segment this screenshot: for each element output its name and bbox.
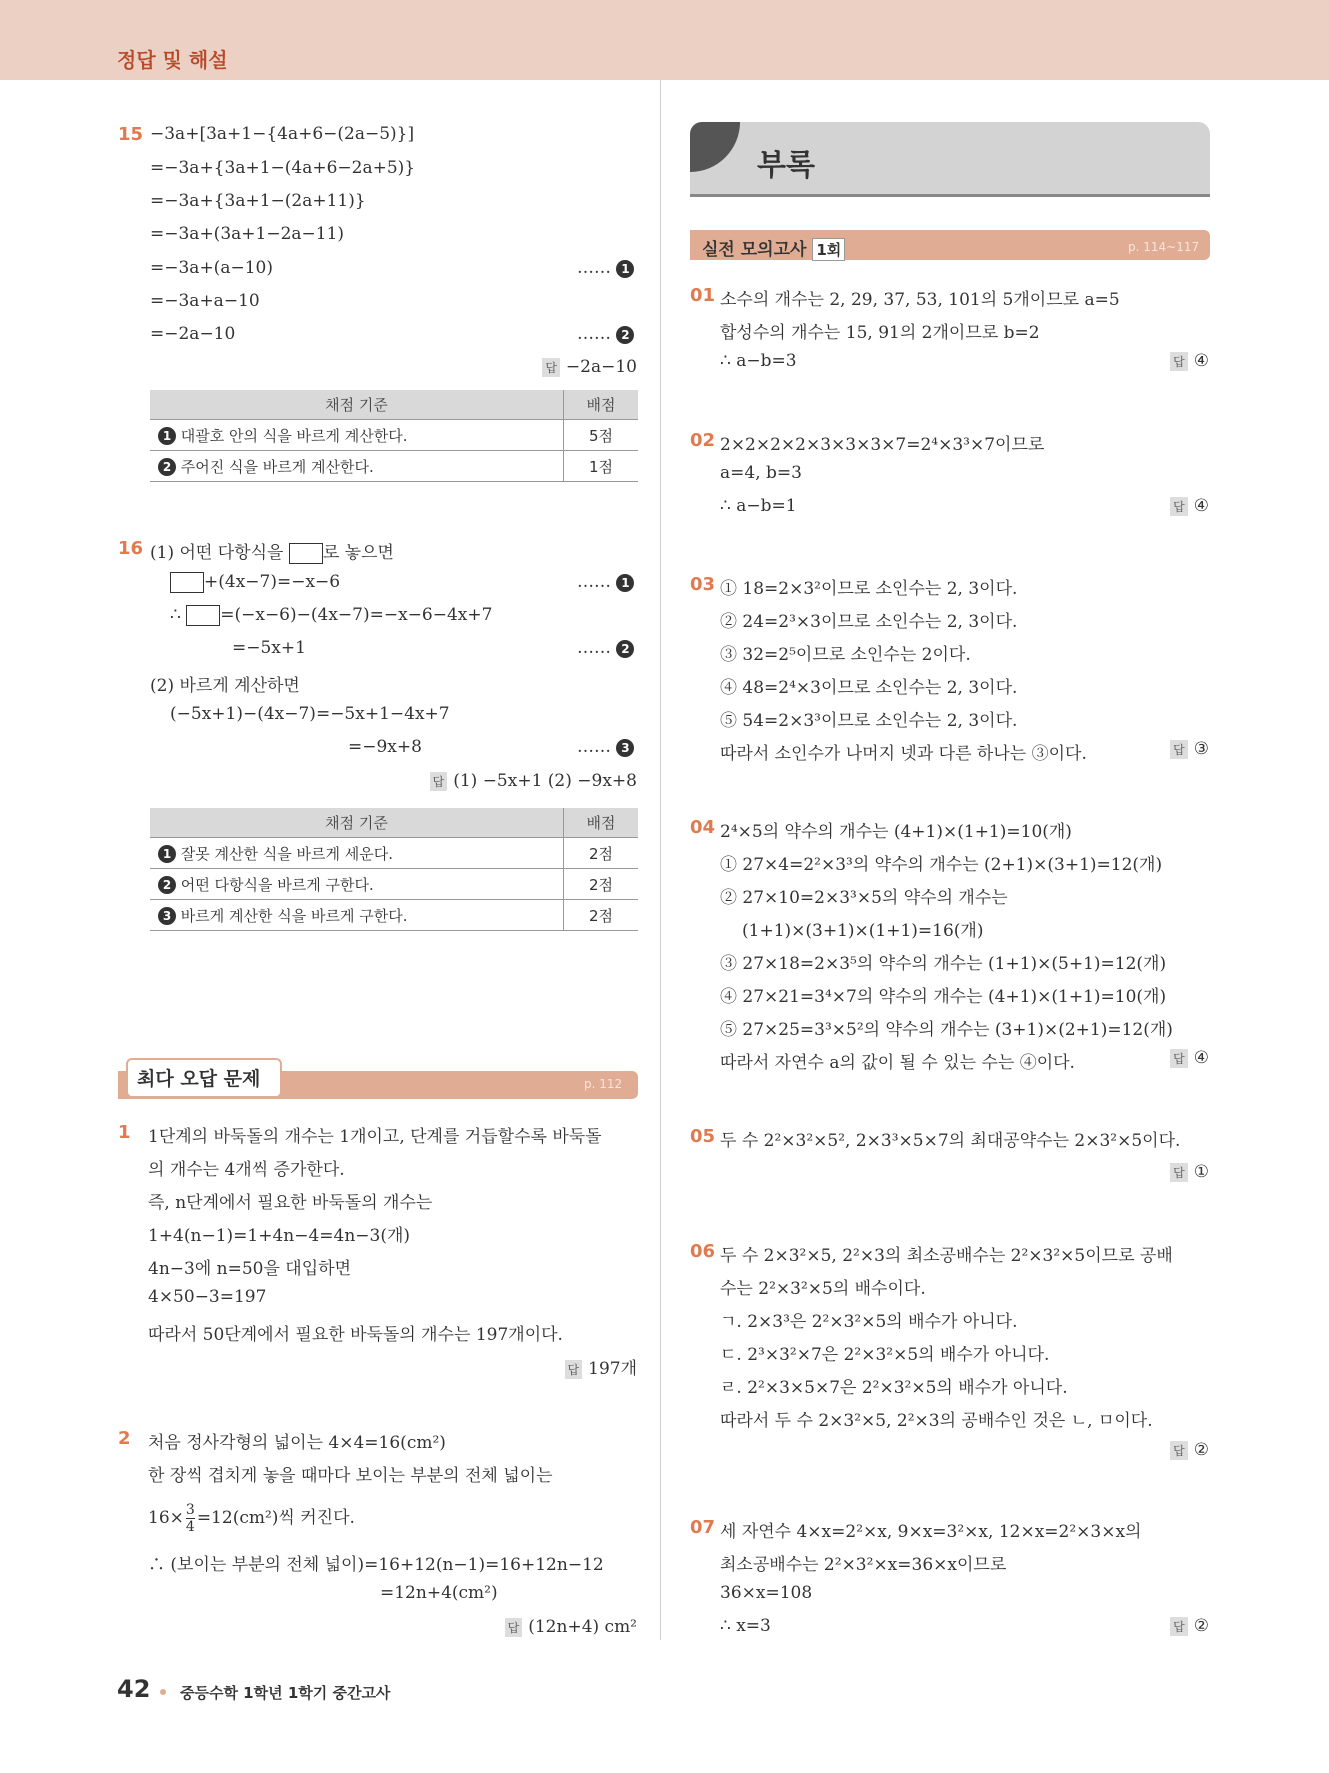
header-title: 정답 및 해설 (117, 48, 228, 72)
r03-line-3: ③ 32=2⁵이므로 소인수는 2이다. (720, 645, 971, 665)
r04-line-6: ④ 27×21=3⁴×7의 약수의 개수는 (4+1)×(1+1)=10(개) (720, 987, 1167, 1007)
table-head-points: 배점 (564, 808, 639, 838)
q15-step-1: …… 1 (577, 258, 634, 278)
step-marker-1: 1 (616, 260, 634, 278)
w2-answer: 답 (12n+4) cm² (505, 1617, 637, 1637)
r04-line-8: 따라서 자연수 a의 값이 될 수 있는 수는 ④이다. (720, 1053, 1075, 1073)
q15-line-5: =−3a+(a−10) (150, 258, 273, 278)
r04-line-4: (1+1)×(3+1)×(1+1)=16(개) (742, 921, 984, 941)
r03-line-2: ② 24=2³×3이므로 소인수는 2, 3이다. (720, 612, 1018, 632)
w2-line-3: 16× $\frac{3}{4}$ =12(cm²)씩 커진다. (148, 1502, 355, 1535)
q16-line-7: =−9x+8 (348, 737, 422, 757)
r02-answer: 답 ④ (1170, 496, 1209, 516)
r05-line-1: 두 수 2²×3²×5², 2×3³×5×7의 최대공약수는 2×3²×5이다. (720, 1131, 1181, 1151)
r04-line-2: ① 27×4=2²×3³의 약수의 개수는 (2+1)×(3+1)=12(개) (720, 855, 1163, 875)
wrong-problem-2-number: 2 (118, 1428, 131, 1449)
table-head-criteria: 채점 기준 (150, 808, 564, 838)
table-head-criteria: 채점 기준 (150, 390, 564, 420)
r07-line-1: 세 자연수 4×x=2²×x, 9×x=3²×x, 12×x=2²×3×x의 (720, 1522, 1142, 1542)
q16-line-2: +(4x−7)=−x−6 (170, 572, 340, 593)
q16-answer: 답 (1) −5x+1 (2) −9x+8 (430, 771, 637, 791)
w1-line-5: 4n−3에 n=50을 대입하면 (148, 1259, 351, 1279)
column-divider (660, 80, 661, 1640)
r01-line-1: 소수의 개수는 2, 29, 37, 53, 101의 5개이므로 a=5 (720, 290, 1120, 310)
q16-line-5: (2) 바르게 계산하면 (150, 676, 300, 696)
footer-dot (160, 1689, 166, 1695)
q15-answer: 답 −2a−10 (542, 357, 637, 377)
r07-line-4: ∴ x=3 (720, 1616, 771, 1636)
answer-badge: 답 (1170, 740, 1188, 759)
blank-box (170, 572, 204, 593)
footer-book-title: 중등수학 1학년 1학기 중간고사 (180, 1684, 391, 1702)
appendix-corner-decoration (690, 122, 740, 172)
problem-15-number: 15 (118, 124, 144, 145)
r06-answer: 답 ② (1170, 1440, 1209, 1460)
scoring-table-16 (150, 808, 638, 931)
table-row: 1 잘못 계산한 식을 바르게 세운다. 2점 (150, 838, 638, 869)
r04-line-7: ⑤ 27×25=3³×5²의 약수의 개수는 (3+1)×(2+1)=12(개) (720, 1020, 1173, 1040)
q15-line-4: =−3a+(3a+1−2a−11) (150, 224, 345, 244)
w1-answer: 답 197개 (565, 1354, 637, 1379)
answer-badge: 답 (430, 772, 448, 791)
w1-line-6: 4×50−3=197 (148, 1287, 267, 1307)
answer-badge: 답 (1170, 1441, 1188, 1460)
step-marker-1: 1 (616, 574, 634, 592)
q15-line-6: =−3a+a−10 (150, 291, 260, 311)
table-row: 2 주어진 식을 바르게 계산한다. 1점 (150, 451, 638, 482)
wrong-answer-title: 최다 오답 문제 (137, 1068, 261, 1090)
problem-07-number: 07 (690, 1517, 716, 1538)
mock-exam-title: 실전 모의고사 1회 (702, 235, 845, 261)
wrong-answer-page-ref: p. 112 (584, 1077, 623, 1091)
q16-step-3: …… 3 (577, 737, 634, 757)
r06-line-2: 수는 2²×3²×5의 배수이다. (720, 1279, 926, 1299)
w1-line-7: 따라서 50단계에서 필요한 바둑돌의 개수는 197개이다. (148, 1325, 563, 1345)
r03-line-1: ① 18=2×3²이므로 소인수는 2, 3이다. (720, 579, 1018, 599)
mock-exam-page-ref: p. 114~117 (1128, 240, 1200, 254)
w2-line-1: 처음 정사각형의 넓이는 4×4=16(cm²) (148, 1433, 446, 1453)
answer-badge: 답 (1170, 352, 1188, 371)
answer-badge: 답 (1170, 1163, 1188, 1182)
r02-line-1: 2×2×2×2×3×3×3×7=2⁴×3³×7이므로 (720, 435, 1045, 455)
r05-answer: 답 ① (1170, 1162, 1209, 1182)
appendix-header (690, 122, 1210, 197)
step-marker-2: 2 (616, 326, 634, 344)
q15-step-2: …… 2 (577, 324, 634, 344)
r07-line-3: 36×x=108 (720, 1583, 813, 1603)
table-row: 2 어떤 다항식을 바르게 구한다. 2점 (150, 869, 638, 900)
w1-line-1: 1단계의 바둑돌의 개수는 1개이고, 단계를 거듭할수록 바둑돌 (148, 1127, 602, 1147)
q15-line-2: =−3a+{3a+1−(4a+6−2a+5)} (150, 158, 416, 178)
q16-line-1: (1) 어떤 다항식을 로 놓으면 (150, 543, 394, 563)
w1-line-4: 1+4(n−1)=1+4n−4=4n−3(개) (148, 1226, 411, 1246)
page-number: 42 (117, 1675, 151, 1703)
r04-line-1: 2⁴×5의 약수의 개수는 (4+1)×(1+1)=10(개) (720, 822, 1072, 842)
r03-line-6: 따라서 소인수가 나머지 넷과 다른 하나는 ③이다. (720, 744, 1087, 764)
answer-badge: 답 (565, 1360, 583, 1379)
problem-05-number: 05 (690, 1126, 716, 1147)
problem-03-number: 03 (690, 574, 716, 595)
q15-line-3: =−3a+{3a+1−(2a+11)} (150, 191, 366, 211)
r01-answer: 답 ④ (1170, 351, 1209, 371)
blank-box (186, 605, 220, 626)
r03-line-5: ⑤ 54=2×3³이므로 소인수는 2, 3이다. (720, 711, 1018, 731)
table-row: 3 바르게 계산한 식을 바르게 구한다. 2점 (150, 900, 638, 931)
q16-line-3: ∴ =(−x−6)−(4x−7)=−x−6−4x+7 (170, 605, 493, 625)
w2-line-5: =12n+4(cm²) (380, 1583, 498, 1603)
answer-badge: 답 (505, 1618, 523, 1637)
w1-line-2: 의 개수는 4개씩 증가한다. (148, 1160, 345, 1180)
r07-line-2: 최소공배수는 2²×3²×x=36×x이므로 (720, 1555, 1007, 1575)
r02-line-3: ∴ a−b=1 (720, 496, 797, 516)
answer-badge: 답 (1170, 497, 1188, 516)
r06-line-5: ㄹ. 2²×3×5×7은 2²×3²×5의 배수가 아니다. (720, 1378, 1068, 1398)
blank-box (289, 543, 323, 564)
r06-line-3: ㄱ. 2×3³은 2²×3²×5의 배수가 아니다. (720, 1312, 1018, 1332)
r02-line-2: a=4, b=3 (720, 463, 802, 483)
q16-line-6: (−5x+1)−(4x−7)=−5x+1−4x+7 (170, 704, 450, 724)
answer-badge: 답 (1170, 1049, 1188, 1068)
q15-line-1: −3a+[3a+1−{4a+6−(2a−5)}] (150, 124, 415, 144)
q16-step-1: …… 1 (577, 572, 634, 592)
scoring-table-15 (150, 390, 638, 482)
table-head-points: 배점 (564, 390, 639, 420)
table-row: 1 대괄호 안의 식을 바르게 계산한다. 5점 (150, 420, 638, 451)
step-marker-3: 3 (616, 739, 634, 757)
r04-line-5: ③ 27×18=2×3⁵의 약수의 개수는 (1+1)×(5+1)=12(개) (720, 954, 1167, 974)
q16-step-2: …… 2 (577, 638, 634, 658)
r01-line-3: ∴ a−b=3 (720, 351, 797, 371)
r01-line-2: 합성수의 개수는 15, 91의 2개이므로 b=2 (720, 323, 1040, 343)
w2-line-4: ∴ (보이는 부분의 전체 넓이)=16+12(n−1)=16+12n−12 (148, 1555, 604, 1575)
q16-line-4: =−5x+1 (232, 638, 306, 658)
mock-exam-round: 1회 (812, 238, 845, 261)
r07-answer: 답 ② (1170, 1616, 1209, 1636)
r06-line-4: ㄷ. 2³×3²×7은 2²×3²×5의 배수가 아니다. (720, 1345, 1050, 1365)
r03-answer: 답 ③ (1170, 739, 1209, 759)
problem-06-number: 06 (690, 1241, 716, 1262)
w2-line-2: 한 장씩 겹치게 놓을 때마다 보이는 부분의 전체 넓이는 (148, 1466, 553, 1486)
r06-line-6: 따라서 두 수 2×3²×5, 2²×3의 공배수인 것은 ㄴ, ㅁ이다. (720, 1411, 1153, 1431)
answer-badge: 답 (1170, 1617, 1188, 1636)
r06-line-1: 두 수 2×3²×5, 2²×3의 최소공배수는 2²×3²×5이므로 공배 (720, 1246, 1173, 1266)
wrong-problem-1-number: 1 (118, 1122, 131, 1143)
r04-answer: 답 ④ (1170, 1048, 1209, 1068)
appendix-title: 부록 (757, 148, 815, 183)
problem-01-number: 01 (690, 285, 716, 306)
r03-line-4: ④ 48=2⁴×3이므로 소인수는 2, 3이다. (720, 678, 1018, 698)
step-marker-2: 2 (616, 640, 634, 658)
problem-04-number: 04 (690, 817, 716, 838)
problem-16-number: 16 (118, 538, 144, 559)
answer-badge: 답 (542, 358, 560, 377)
r04-line-3: ② 27×10=2×3³×5의 약수의 개수는 (720, 888, 1008, 908)
problem-02-number: 02 (690, 430, 716, 451)
q15-line-7: =−2a−10 (150, 324, 236, 344)
fraction: $\frac{3}{4}$ (185, 1502, 195, 1535)
w1-line-3: 즉, n단계에서 필요한 바둑돌의 개수는 (148, 1193, 433, 1213)
